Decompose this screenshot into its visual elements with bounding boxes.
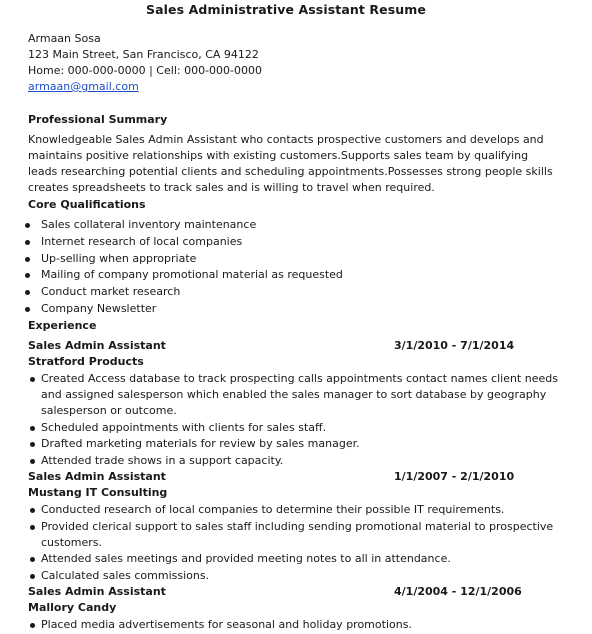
job-header <box>28 469 558 485</box>
list-item: Up-selling when appropriate <box>0 251 343 268</box>
list-item: Internet research of local companies <box>0 234 343 251</box>
job-company: Mallory Candy <box>28 601 117 614</box>
job-title: Sales Admin Assistant <box>28 339 166 352</box>
job-title: Sales Admin Assistant <box>28 585 166 598</box>
qualifications-list <box>0 217 343 318</box>
job-company: Stratford Products <box>28 355 144 368</box>
contact-email-link[interactable]: armaan@gmail.com <box>28 80 139 93</box>
summary-text: Knowledgeable Sales Admin Assistant who contacts prospective customers and develops and maintains positive relationships with existing customers.Supports sales team by qualifying leads researching potential clients and scheduling appointments.Possesses strong people skills creates spreadsheets to track sales and is willing to travel when required. <box>28 133 553 194</box>
contact-name: Armaan Sosa <box>28 32 101 45</box>
contact-phones: Home: 000-000-0000 | Cell: 000-000-0000 <box>28 64 262 77</box>
qualifications-heading: Core Qualifications <box>28 198 146 211</box>
list-item: Conduct market research <box>0 284 343 301</box>
list-item: Placed media advertisements for seasonal and holiday promotions. <box>0 617 560 633</box>
list-item: Drafted marketing materials for review by sales manager. <box>0 436 560 452</box>
document-title: Sales Administrative Assistant Resume <box>146 2 426 17</box>
job-dates: 4/1/2004 - 12/1/2006 <box>394 585 522 598</box>
list-item: Provided clerical support to sales staff including sending promotional material to prospective customers. <box>0 519 560 551</box>
job-duties-list <box>0 617 560 634</box>
summary-heading: Professional Summary <box>28 113 168 126</box>
job-dates: 1/1/2007 - 2/1/2010 <box>394 470 515 483</box>
list-item: Calculated sales commissions. <box>0 568 560 584</box>
list-item: Attended trade shows in a support capacity. <box>0 453 560 469</box>
job-header <box>28 338 558 354</box>
job-header <box>28 584 558 600</box>
job-company: Mustang IT Consulting <box>28 486 168 499</box>
contact-block <box>28 31 262 95</box>
list-item: Company Newsletter <box>0 301 343 318</box>
job-title: Sales Admin Assistant <box>28 470 166 483</box>
list-item: Created Access database to track prospecting calls appointments contact names client needs and assigned salesperson which enabled the sales manager to sort database by geography salesperson or outcome. <box>0 371 560 419</box>
experience-heading: Experience <box>28 319 97 332</box>
job-duties-list <box>0 502 560 584</box>
contact-address: 123 Main Street, San Francisco, CA 94122 <box>28 48 259 61</box>
list-item: Sales collateral inventory maintenance <box>0 217 343 234</box>
list-item: Scheduled appointments with clients for sales staff. <box>0 420 560 436</box>
job-dates: 3/1/2010 - 7/1/2014 <box>394 339 515 352</box>
job-duties-list <box>0 371 560 469</box>
list-item: Conducted research of local companies to determine their possible IT requirements. <box>0 502 560 518</box>
list-item: Mailing of company promotional material as requested <box>0 267 343 284</box>
list-item: Attended sales meetings and provided meeting notes to all in attendance. <box>0 551 560 567</box>
